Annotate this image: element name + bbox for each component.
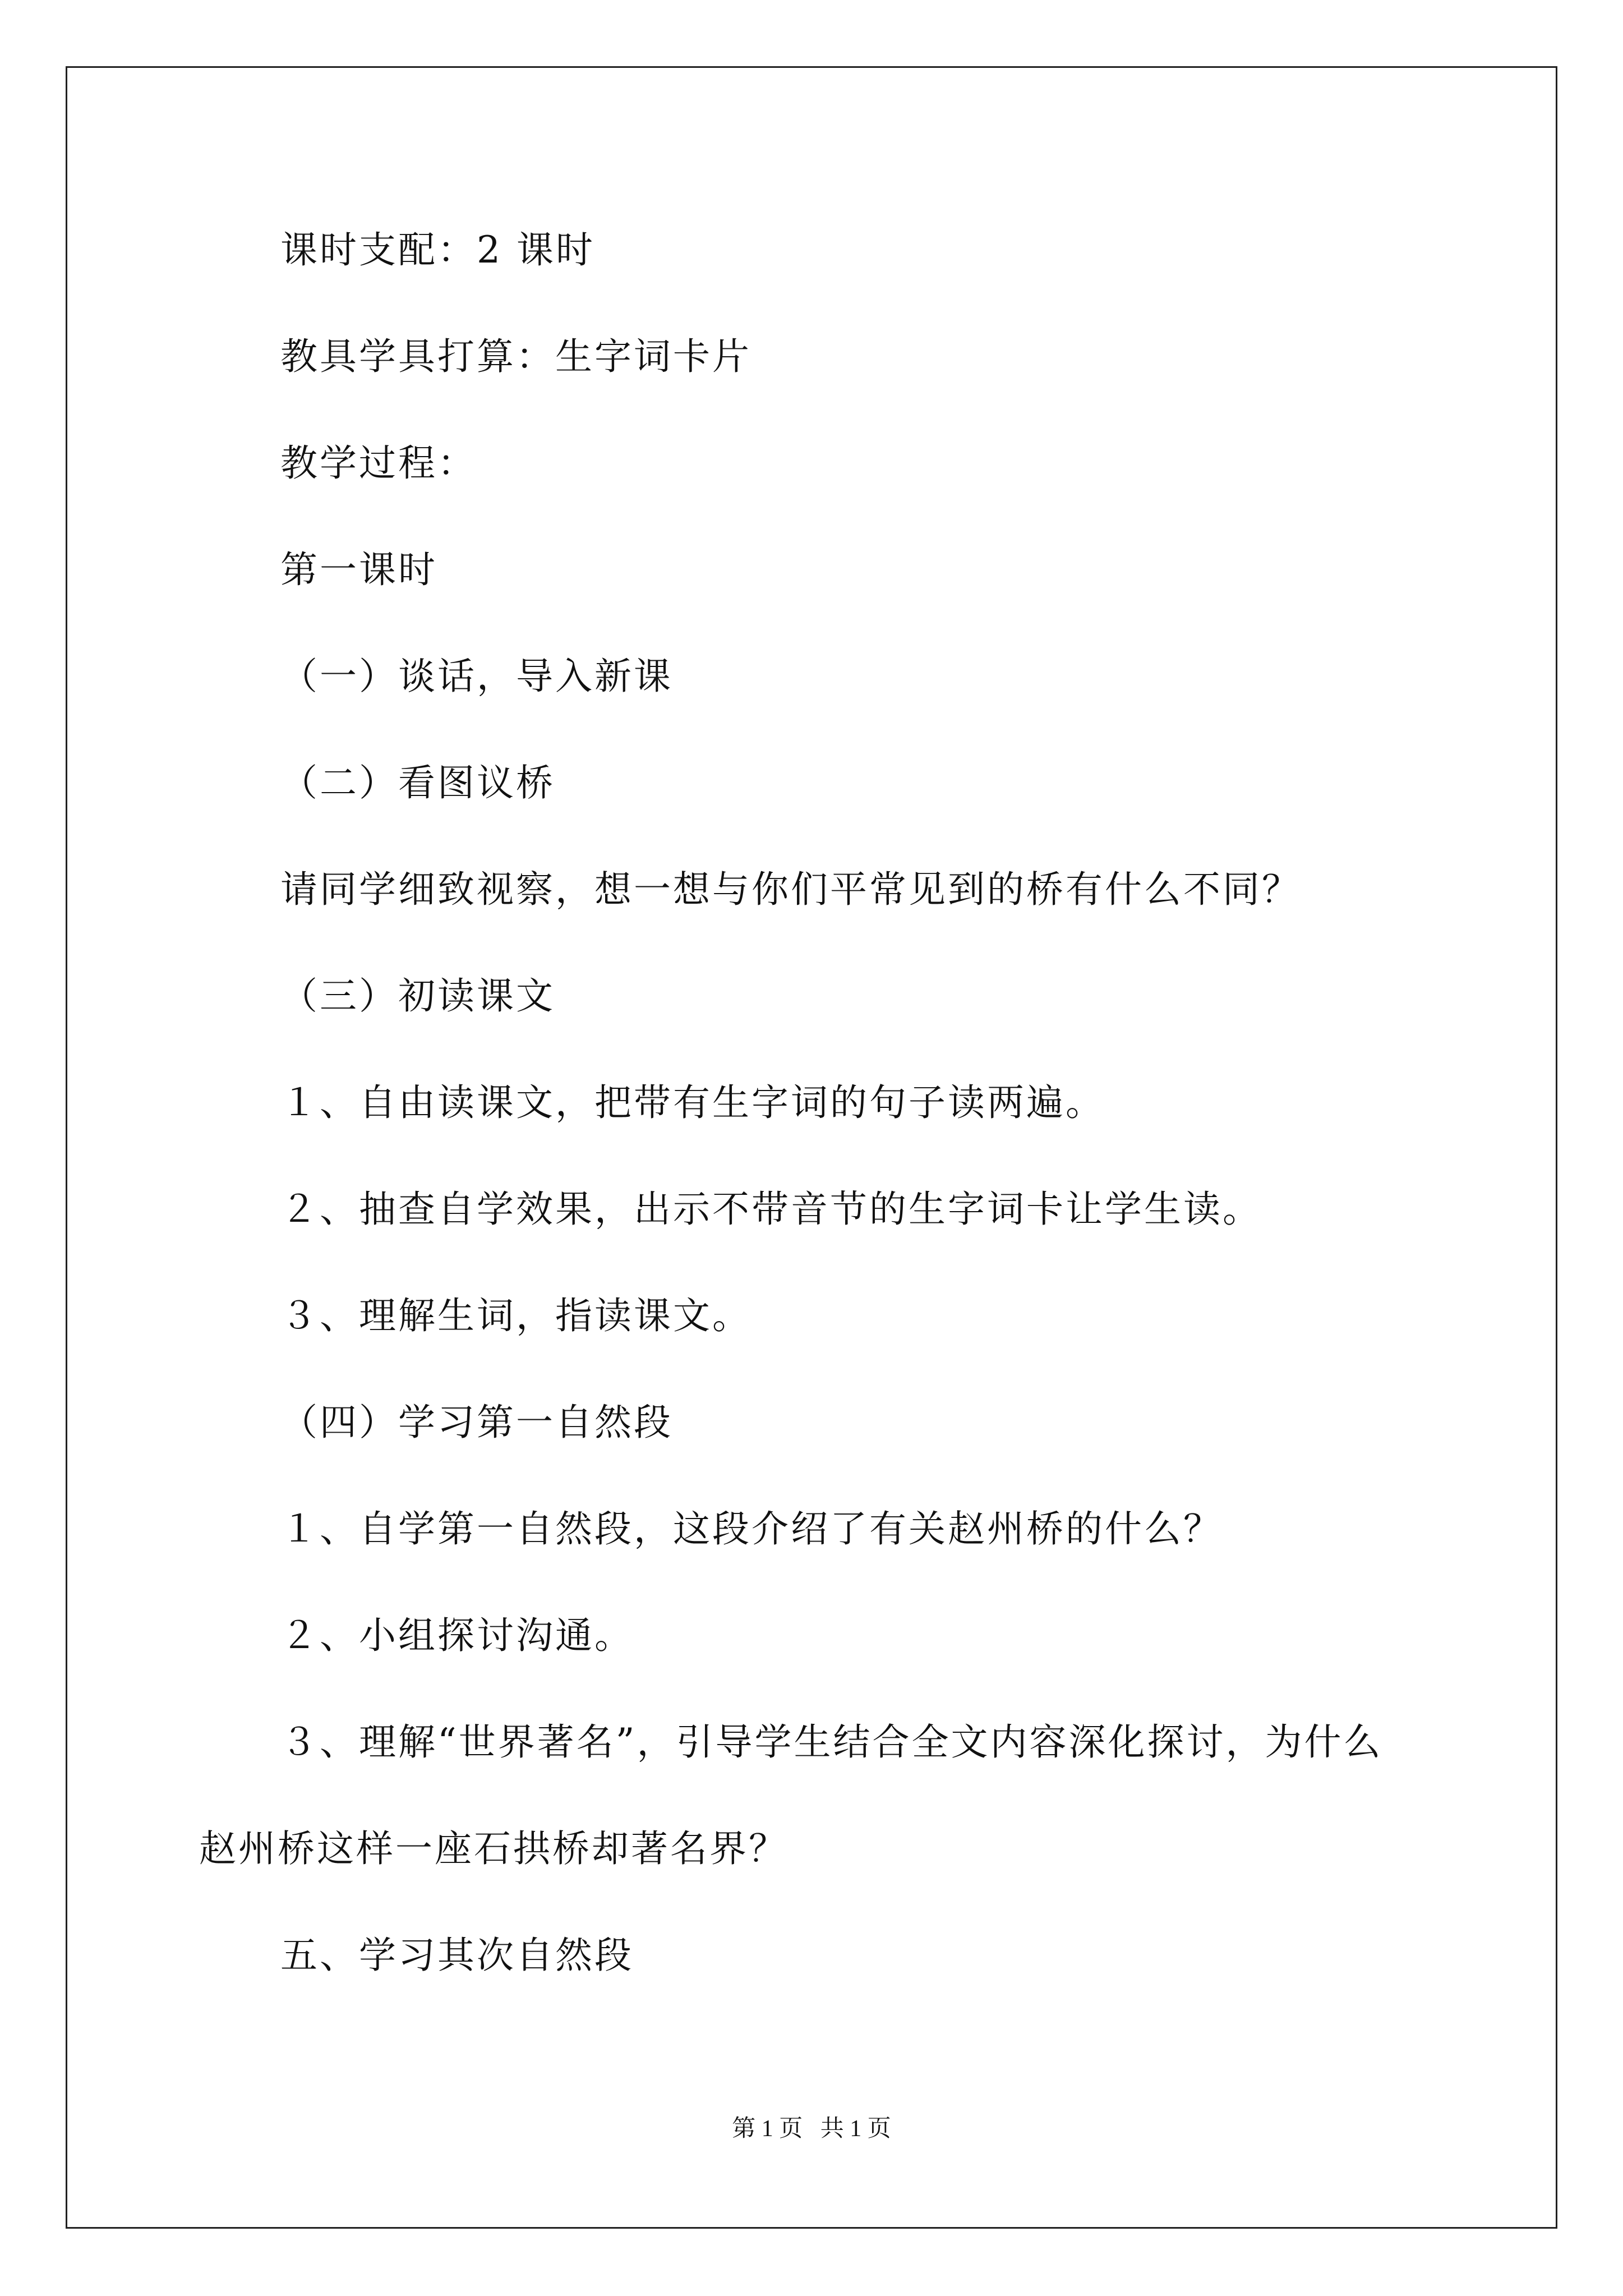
list-item-3-1: １、自由读课文，把带有生字词的句子读两遍。 [280, 1081, 1105, 1124]
list-item-4-3-continued: 赵州桥这样一座石拱桥却著名界？ [199, 1827, 788, 1870]
step-heading-3: （三）初读课文 [280, 974, 555, 1018]
text-line-teaching-aids: 教具学具打算：生字词卡片 [280, 335, 751, 378]
list-item-4-3: ３、理解“世界著名”，引导学生结合全文内容深化探讨，为什么 [280, 1720, 1383, 1764]
step-heading-1: （一）谈话，导入新课 [280, 655, 673, 698]
text-line-teaching-process: 教学过程： [280, 441, 477, 485]
step-heading-4: （四）学习第一自然段 [280, 1401, 673, 1444]
list-item-4-1: １、自学第一自然段，这段介绍了有关赵州桥的什么？ [280, 1507, 1223, 1550]
step-heading-5: 五、学习其次自然段 [280, 1934, 634, 1977]
page-border [66, 66, 1557, 2229]
text-line-observe-prompt: 请同学细致视察，想一想与你们平常见到的桥有什么不同？ [280, 868, 1301, 911]
list-item-3-2: ２、抽查自学效果，出示不带音节的生字词卡让学生读。 [280, 1188, 1262, 1231]
text-line-class-hours: 课时支配：2 课时 [280, 228, 595, 272]
list-item-3-3: ３、理解生词，指读课文。 [280, 1294, 751, 1337]
step-heading-2: （二）看图议桥 [280, 761, 555, 804]
page-number-footer: 第 1 页 共 1 页 [732, 2116, 891, 2142]
list-item-4-2: ２、小组探讨沟通。 [280, 1614, 634, 1657]
section-heading-first-lesson: 第一课时 [280, 548, 437, 591]
